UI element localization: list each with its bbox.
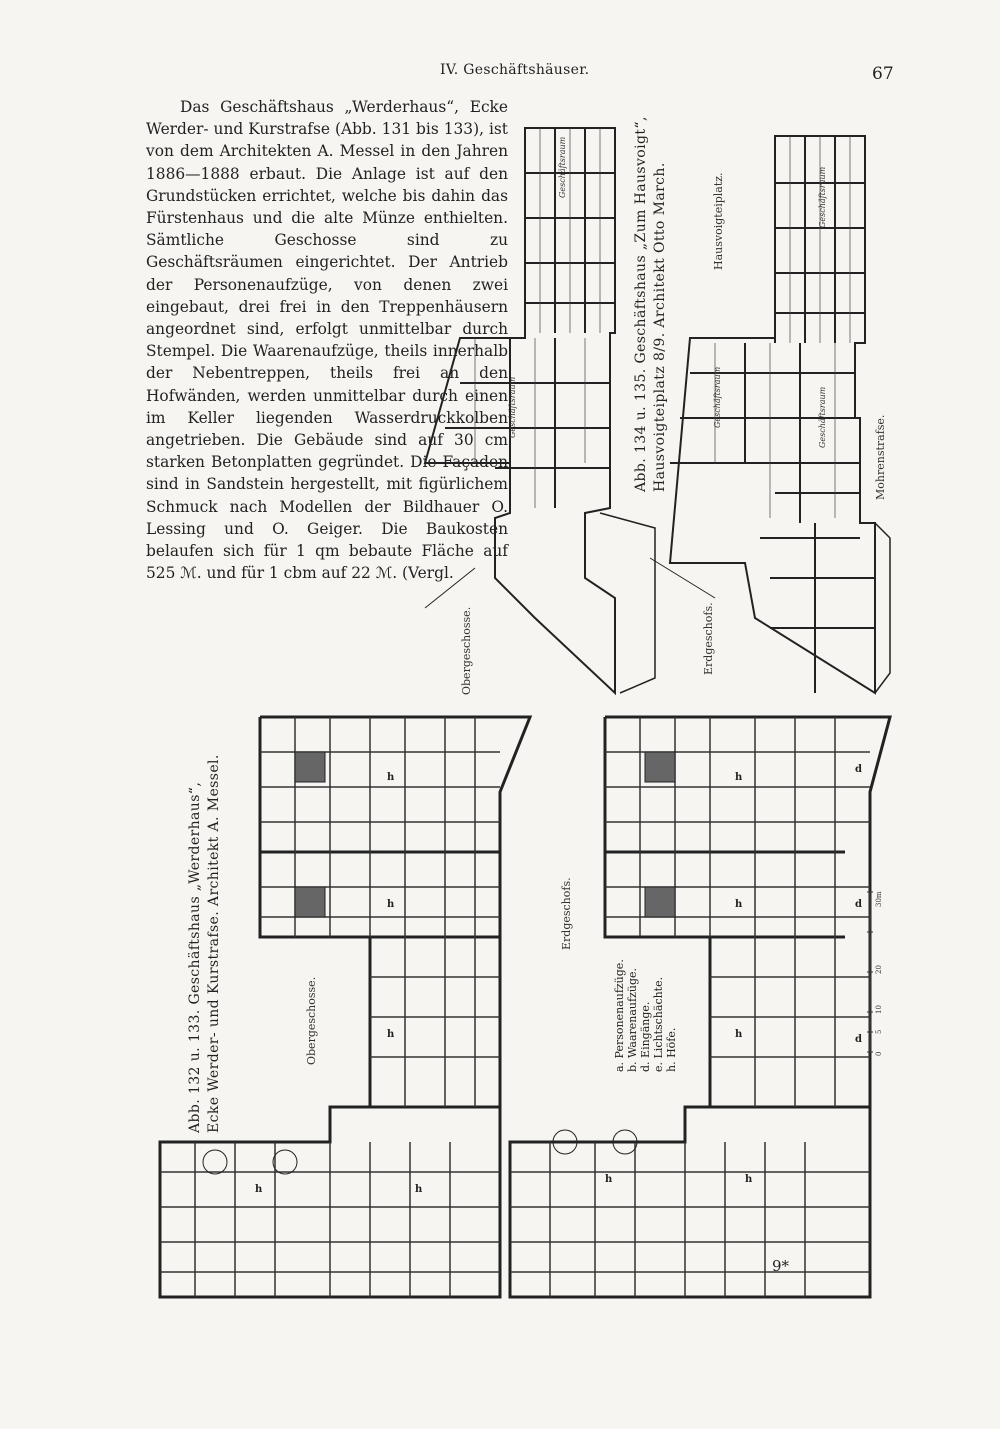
legend-item: d. Eingänge.	[639, 1001, 652, 1072]
entrance-mark: d	[855, 1034, 862, 1045]
room-label: Geschäftsraum	[508, 376, 517, 438]
figure-caption-hausvoigt	[632, 116, 670, 492]
courtyard-mark: h	[745, 1174, 753, 1185]
legend-item: b. Waarenaufzüge.	[626, 968, 639, 1072]
legend-item: h. Höfe.	[665, 1027, 678, 1072]
scale-label: 10	[875, 1005, 883, 1014]
room-label: Geschäftsraum	[713, 366, 722, 428]
label-obergeschosse-hausvoigt: Obergeschosse.	[460, 606, 473, 695]
scale-label: 30m	[875, 891, 883, 907]
label-hausvoigteiplatz: Hausvoigteiplatz.	[712, 172, 725, 270]
caption-line: Abb. 134 u. 135. Geschäftshaus „Zum Hausvoigt“,	[633, 116, 649, 492]
page-number: 67	[872, 64, 894, 84]
label-mohrenstrasse: Mohrenstrafse.	[874, 414, 887, 500]
room-label: Geschäftsraum	[818, 386, 827, 448]
floor-plan-werderhaus	[155, 712, 900, 1302]
scale-label: 5	[875, 1029, 883, 1034]
courtyard-mark: h	[387, 899, 395, 910]
running-header: IV. Geschäftshäuser.	[440, 62, 590, 78]
entrance-mark: d	[855, 764, 862, 775]
label-erdgeschoss-werderhaus: Erdgeschofs.	[560, 877, 573, 950]
legend-item: a. Personenaufzüge.	[613, 959, 626, 1072]
caption-line: Abb. 132 u. 133. Geschäftshaus „Werderhaus“,	[187, 781, 203, 1133]
courtyard-mark: h	[735, 772, 743, 783]
courtyard-mark: h	[387, 772, 395, 783]
label-erdgeschoss-hausvoigt: Erdgeschofs.	[702, 602, 715, 675]
label-obergeschosse-werderhaus: Obergeschosse.	[305, 976, 318, 1065]
courtyard-mark: h	[735, 899, 743, 910]
courtyard-mark: h	[735, 1029, 743, 1040]
room-label: Geschäftsraum	[558, 136, 567, 198]
caption-line: Hausvoigteiplatz 8/9. Architekt Otto March.	[652, 162, 668, 492]
caption-line: Ecke Werder- und Kurstrafse. Architekt A. Messel.	[206, 754, 222, 1133]
paragraph-text: Das Geschäftshaus „Werderhaus“, Ecke Werder- und Kurstrafse (Abb. 131 bis 133), ist von dem Architekten A. Messel in den Jahren 1886—1888 erbaut. Die Anlage ist auf den Grundstücken errichtet, welche bis dahin das Fürstenhaus und die alte Münze enthielten. Sämtliche Geschosse sind zu Geschäftsräumen eingerichtet. Der Antrieb der Personenaufzüge, von denen zwei eingebaut, drei frei in den Treppenhäusern angeordnet sind, erfolgt unmittelbar durch Stempel. Die Waarenaufzüge, theils innerhalb der Nebentreppen, theils frei an den Hofwänden, werden unmittelbar durch einen im Keller liegenden Wasserdruckkolben angetrieben. Die Gebäude sind auf 30 cm starken Betonplatten gegründet. Die Façaden sind in Sandstein hergestellt, mit figürlichem Schmuck nach Modellen der Bildhauer O. Lessing und O. Geiger. Die Baukosten belaufen sich für 1 qm bebaute Fläche auf 525 ℳ. und für 1 cbm auf 22 ℳ. (Vergl.	[146, 98, 508, 583]
courtyard-mark: h	[255, 1184, 263, 1195]
courtyard-mark: h	[415, 1184, 423, 1195]
signature-mark: 9*	[772, 1257, 790, 1275]
entrance-mark: d	[855, 899, 862, 910]
courtyard-mark: h	[387, 1029, 395, 1040]
plan-legend	[613, 959, 678, 1072]
figure-caption-werderhaus	[186, 754, 224, 1133]
legend-item: e. Lichtschächte.	[652, 976, 665, 1072]
courtyard-mark: h	[605, 1174, 613, 1185]
scale-label: 20	[875, 965, 883, 974]
room-label: Geschäftsraum	[818, 166, 827, 228]
scale-label: 0	[875, 1051, 883, 1056]
